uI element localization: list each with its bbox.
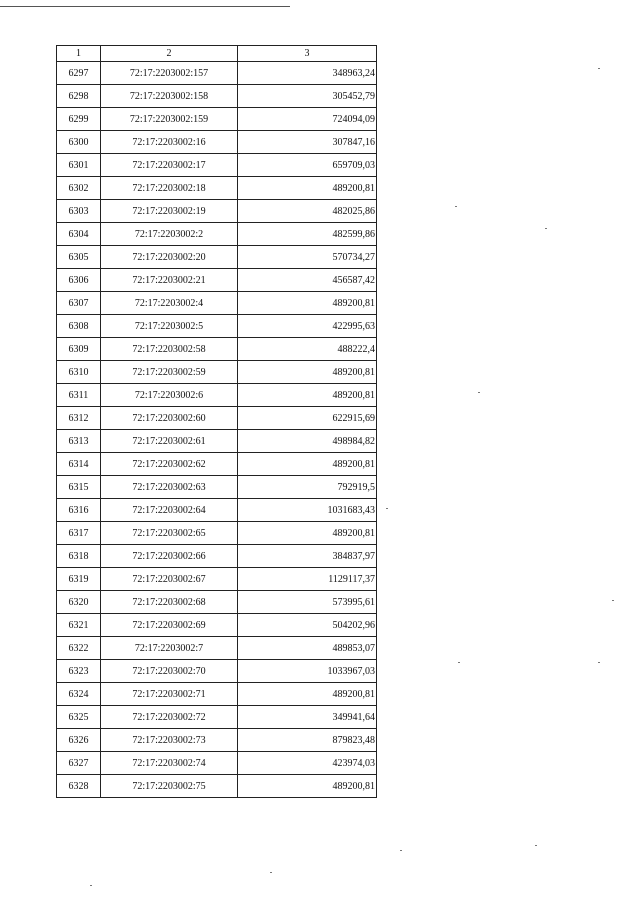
row-number-cell: 6309 <box>57 338 101 361</box>
table-row <box>57 706 377 729</box>
cadastral-value-cell: 498984,82 <box>238 430 377 453</box>
cadastral-value-cell: 489200,81 <box>238 522 377 545</box>
cadastral-value-cell: 489200,81 <box>238 683 377 706</box>
table-row <box>57 476 377 499</box>
cadastral-number-cell: 72:17:2203002:64 <box>101 499 238 522</box>
cadastral-number-cell: 72:17:2203002:62 <box>101 453 238 476</box>
row-number-cell: 6317 <box>57 522 101 545</box>
row-number-cell: 6325 <box>57 706 101 729</box>
table-row <box>57 292 377 315</box>
table-row <box>57 361 377 384</box>
cadastral-number-cell: 72:17:2203002:69 <box>101 614 238 637</box>
cadastral-number-cell: 72:17:2203002:5 <box>101 315 238 338</box>
cadastral-number-cell: 72:17:2203002:158 <box>101 85 238 108</box>
table-row <box>57 223 377 246</box>
cadastral-value-cell: 422995,63 <box>238 315 377 338</box>
cadastral-number-cell: 72:17:2203002:61 <box>101 430 238 453</box>
table-row <box>57 384 377 407</box>
table-row <box>57 729 377 752</box>
cadastral-number-cell: 72:17:2203002:6 <box>101 384 238 407</box>
cadastral-number-cell: 72:17:2203002:60 <box>101 407 238 430</box>
cadastral-number-cell: 72:17:2203002:18 <box>101 177 238 200</box>
cadastral-value-cell: 489200,81 <box>238 775 377 798</box>
cadastral-value-cell: 489200,81 <box>238 177 377 200</box>
table-row <box>57 499 377 522</box>
scan-speck <box>598 662 600 663</box>
cadastral-value-cell: 482599,86 <box>238 223 377 246</box>
cadastral-value-table <box>56 45 377 798</box>
row-number-cell: 6298 <box>57 85 101 108</box>
cadastral-number-cell: 72:17:2203002:17 <box>101 154 238 177</box>
row-number-cell: 6304 <box>57 223 101 246</box>
table-row <box>57 614 377 637</box>
row-number-cell: 6305 <box>57 246 101 269</box>
cadastral-value-cell: 348963,24 <box>238 62 377 85</box>
row-number-cell: 6313 <box>57 430 101 453</box>
scan-speck <box>90 885 92 886</box>
row-number-cell: 6323 <box>57 660 101 683</box>
scan-speck <box>455 206 457 207</box>
cadastral-number-cell: 72:17:2203002:66 <box>101 545 238 568</box>
row-number-cell: 6306 <box>57 269 101 292</box>
cadastral-value-cell: 504202,96 <box>238 614 377 637</box>
cadastral-value-cell: 305452,79 <box>238 85 377 108</box>
table-row <box>57 108 377 131</box>
row-number-cell: 6297 <box>57 62 101 85</box>
cadastral-number-cell: 72:17:2203002:4 <box>101 292 238 315</box>
row-number-cell: 6315 <box>57 476 101 499</box>
top-edge-rule <box>0 6 290 7</box>
row-number-cell: 6302 <box>57 177 101 200</box>
row-number-cell: 6320 <box>57 591 101 614</box>
table-row <box>57 637 377 660</box>
cadastral-value-cell: 488222,4 <box>238 338 377 361</box>
table-row <box>57 85 377 108</box>
row-number-cell: 6303 <box>57 200 101 223</box>
cadastral-value-cell: 349941,64 <box>238 706 377 729</box>
cadastral-value-cell: 456587,42 <box>238 269 377 292</box>
cadastral-number-cell: 72:17:2203002:75 <box>101 775 238 798</box>
table-row <box>57 591 377 614</box>
table-row <box>57 568 377 591</box>
cadastral-number-cell: 72:17:2203002:74 <box>101 752 238 775</box>
scan-speck <box>270 872 272 873</box>
cadastral-value-cell: 1031683,43 <box>238 499 377 522</box>
row-number-cell: 6316 <box>57 499 101 522</box>
table-row <box>57 246 377 269</box>
table-row <box>57 683 377 706</box>
cadastral-value-cell: 489200,81 <box>238 292 377 315</box>
row-number-cell: 6328 <box>57 775 101 798</box>
cadastral-value-cell: 1033967,03 <box>238 660 377 683</box>
row-number-cell: 6321 <box>57 614 101 637</box>
cadastral-number-cell: 72:17:2203002:58 <box>101 338 238 361</box>
header-row <box>57 46 377 62</box>
cadastral-number-cell: 72:17:2203002:71 <box>101 683 238 706</box>
scan-speck <box>386 508 388 509</box>
table-row <box>57 154 377 177</box>
cadastral-value-cell: 570734,27 <box>238 246 377 269</box>
cadastral-value-cell: 659709,03 <box>238 154 377 177</box>
table-row <box>57 407 377 430</box>
table-row <box>57 430 377 453</box>
table-row <box>57 660 377 683</box>
cadastral-value-cell: 573995,61 <box>238 591 377 614</box>
row-number-cell: 6299 <box>57 108 101 131</box>
cadastral-number-cell: 72:17:2203002:159 <box>101 108 238 131</box>
cadastral-value-cell: 307847,16 <box>238 131 377 154</box>
cadastral-value-cell: 489200,81 <box>238 453 377 476</box>
cadastral-value-cell: 1129117,37 <box>238 568 377 591</box>
cadastral-value-cell: 482025,86 <box>238 200 377 223</box>
row-number-cell: 6327 <box>57 752 101 775</box>
row-number-cell: 6301 <box>57 154 101 177</box>
cadastral-number-cell: 72:17:2203002:68 <box>101 591 238 614</box>
cadastral-number-cell: 72:17:2203002:59 <box>101 361 238 384</box>
cadastral-number-cell: 72:17:2203002:2 <box>101 223 238 246</box>
table-row <box>57 177 377 200</box>
table-row <box>57 62 377 85</box>
row-number-cell: 6311 <box>57 384 101 407</box>
cadastral-value-cell: 622915,69 <box>238 407 377 430</box>
table-body <box>57 62 377 798</box>
table-header <box>57 46 377 62</box>
table-row <box>57 338 377 361</box>
cadastral-value-cell: 489853,07 <box>238 637 377 660</box>
row-number-cell: 6300 <box>57 131 101 154</box>
cadastral-value-cell: 724094,09 <box>238 108 377 131</box>
cadastral-value-cell: 423974,03 <box>238 752 377 775</box>
cadastral-number-cell: 72:17:2203002:67 <box>101 568 238 591</box>
row-number-cell: 6322 <box>57 637 101 660</box>
cadastral-number-cell: 72:17:2203002:157 <box>101 62 238 85</box>
cadastral-number-cell: 72:17:2203002:72 <box>101 706 238 729</box>
row-number-cell: 6324 <box>57 683 101 706</box>
row-number-cell: 6318 <box>57 545 101 568</box>
table-row <box>57 775 377 798</box>
header-col-3: 3 <box>238 46 377 62</box>
cadastral-number-cell: 72:17:2203002:7 <box>101 637 238 660</box>
cadastral-value-cell: 879823,48 <box>238 729 377 752</box>
cadastral-value-cell: 489200,81 <box>238 384 377 407</box>
table-row <box>57 752 377 775</box>
cadastral-value-cell: 384837,97 <box>238 545 377 568</box>
scan-speck <box>545 228 547 229</box>
cadastral-number-cell: 72:17:2203002:20 <box>101 246 238 269</box>
cadastral-value-cell: 792919,5 <box>238 476 377 499</box>
row-number-cell: 6312 <box>57 407 101 430</box>
cadastral-number-cell: 72:17:2203002:65 <box>101 522 238 545</box>
row-number-cell: 6310 <box>57 361 101 384</box>
table-row <box>57 269 377 292</box>
row-number-cell: 6308 <box>57 315 101 338</box>
scan-speck <box>598 68 600 69</box>
row-number-cell: 6307 <box>57 292 101 315</box>
scan-speck <box>535 845 537 846</box>
cadastral-number-cell: 72:17:2203002:16 <box>101 131 238 154</box>
table-row <box>57 131 377 154</box>
cadastral-number-cell: 72:17:2203002:73 <box>101 729 238 752</box>
scan-speck <box>458 662 460 663</box>
table-row <box>57 545 377 568</box>
row-number-cell: 6319 <box>57 568 101 591</box>
cadastral-number-cell: 72:17:2203002:21 <box>101 269 238 292</box>
row-number-cell: 6314 <box>57 453 101 476</box>
table-row <box>57 200 377 223</box>
row-number-cell: 6326 <box>57 729 101 752</box>
table-row <box>57 522 377 545</box>
cadastral-number-cell: 72:17:2203002:63 <box>101 476 238 499</box>
header-col-1: 1 <box>57 46 101 62</box>
table-row <box>57 315 377 338</box>
cadastral-number-cell: 72:17:2203002:70 <box>101 660 238 683</box>
table-row <box>57 453 377 476</box>
header-col-2: 2 <box>101 46 238 62</box>
cadastral-value-cell: 489200,81 <box>238 361 377 384</box>
cadastral-number-cell: 72:17:2203002:19 <box>101 200 238 223</box>
scan-speck <box>400 850 402 851</box>
scan-speck <box>478 392 480 393</box>
scan-speck <box>612 600 614 601</box>
